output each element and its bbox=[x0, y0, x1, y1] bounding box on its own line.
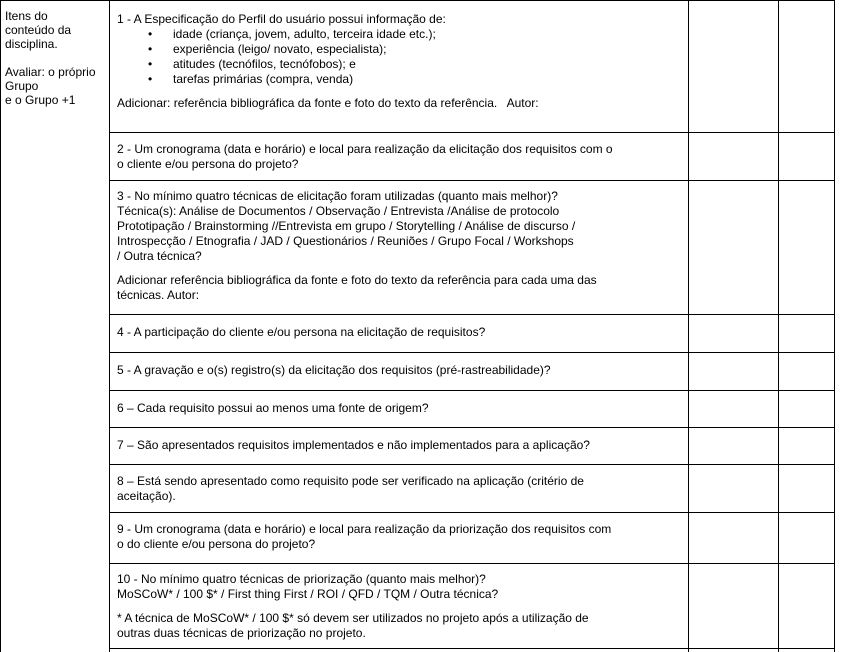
table-border-top bbox=[0, 0, 835, 1]
sidebar-line: Grupo bbox=[5, 79, 39, 93]
sidebar-line: e o Grupo +1 bbox=[5, 93, 76, 107]
criterion-7: 7 – São apresentados requisitos implementados e não implementados para a aplicação? bbox=[117, 438, 590, 452]
bullet-icon: • bbox=[148, 27, 153, 41]
table-border-bottom bbox=[109, 648, 835, 649]
sidebar-cell bbox=[5, 9, 110, 107]
table-border-left bbox=[0, 0, 1, 652]
text-line: * A técnica de MoSCoW* / 100 $* só devem ser utilizados no projeto após a utilização de bbox=[117, 611, 589, 625]
criterion-5: 5 - A gravação e o(s) registro(s) da elicitação dos requisitos (pré-rastreabilidade)? bbox=[117, 363, 551, 377]
row-divider bbox=[109, 132, 835, 133]
text-line: técnicas. Autor: bbox=[117, 288, 200, 302]
row-divider bbox=[109, 563, 835, 564]
list-item: • tarefas primárias (compra, venda) bbox=[148, 72, 354, 86]
criterion-1-note: Adicionar: referência bibliográfica da fonte e foto do texto da referência. Autor: bbox=[117, 96, 539, 110]
criterion-1-intro: 1 - A Especificação do Perfil do usuário possui informação de: bbox=[117, 12, 446, 26]
text-line: Prototipação / Brainstorming //Entrevista em grupo / Storytelling / Análise de discurso / bbox=[117, 219, 576, 233]
criterion-1 bbox=[117, 12, 682, 111]
row-divider bbox=[109, 390, 835, 391]
text-line: 2 - Um cronograma (data e horário) e local para realização da elicitação dos requisitos com o bbox=[117, 142, 613, 156]
row-divider bbox=[109, 352, 835, 353]
text-line: Técnica(s): Análise de Documentos / Observação / Entrevista /Análise de protocolo bbox=[117, 204, 560, 218]
criterion-8 bbox=[117, 474, 682, 504]
sidebar-line: Itens do bbox=[5, 9, 48, 23]
sidebar-line: Avaliar: o próprio bbox=[5, 65, 96, 79]
text-line: 9 - Um cronograma (data e horário) e local para realização da priorização dos requisitos com bbox=[117, 522, 612, 536]
row-divider bbox=[109, 180, 835, 181]
row-divider bbox=[109, 314, 835, 315]
text-line: 8 – Está sendo apresentado como requisito pode ser verificado na aplicação (critério de bbox=[117, 474, 584, 488]
text-line: o cliente e/ou persona do projeto? bbox=[117, 157, 299, 171]
text-line: o do cliente e/ou persona do projeto? bbox=[117, 537, 316, 551]
criterion-4: 4 - A participação do cliente e/ou persona na elicitação de requisitos? bbox=[117, 325, 486, 339]
row-divider bbox=[109, 427, 835, 428]
column-divider-3 bbox=[778, 0, 779, 652]
criterion-10 bbox=[117, 572, 682, 641]
criterion-2 bbox=[117, 142, 682, 172]
criterion-6: 6 – Cada requisito possui ao menos uma fonte de origem? bbox=[117, 401, 429, 415]
text-line: 10 - No mínimo quatro técnicas de priorização (quanto mais melhor)? bbox=[117, 572, 486, 586]
text-line: aceitação). bbox=[117, 489, 176, 503]
sidebar-line: conteúdo da bbox=[5, 23, 72, 37]
text-line: MoSCoW* / 100 $* / First thing First / ROI / QFD / TQM / Outra técnica? bbox=[117, 587, 499, 601]
list-item: • atitudes (tecnófilos, tecnófobos); e bbox=[148, 57, 356, 71]
list-item: • experiência (leigo/ novato, especialista); bbox=[148, 42, 387, 56]
text-line: Introspecção / Etnografia / JAD / Questionários / Reuniões / Grupo Focal / Workshops bbox=[117, 234, 574, 248]
criterion-1-bullets bbox=[117, 27, 682, 87]
text-line: Adicionar referência bibliográfica da fonte e foto do texto da referência para cada uma das bbox=[117, 273, 597, 287]
list-item: • idade (criança, jovem, adulto, terceira idade etc.); bbox=[148, 27, 436, 41]
table-border-right bbox=[834, 0, 835, 652]
column-divider-2 bbox=[688, 0, 689, 652]
text-line: 3 - No mínimo quatro técnicas de elicitação foram utilizadas (quanto mais melhor)? bbox=[117, 189, 558, 203]
sidebar-line: disciplina. bbox=[5, 37, 58, 51]
criterion-9 bbox=[117, 522, 682, 552]
row-divider bbox=[109, 464, 835, 465]
text-line: / Outra técnica? bbox=[117, 249, 202, 263]
bullet-icon: • bbox=[148, 72, 153, 86]
row-divider bbox=[109, 512, 835, 513]
bullet-icon: • bbox=[148, 42, 153, 56]
text-line: outras duas técnicas de priorização no projeto. bbox=[117, 626, 366, 640]
bullet-icon: • bbox=[148, 57, 153, 71]
criterion-3 bbox=[117, 189, 682, 303]
